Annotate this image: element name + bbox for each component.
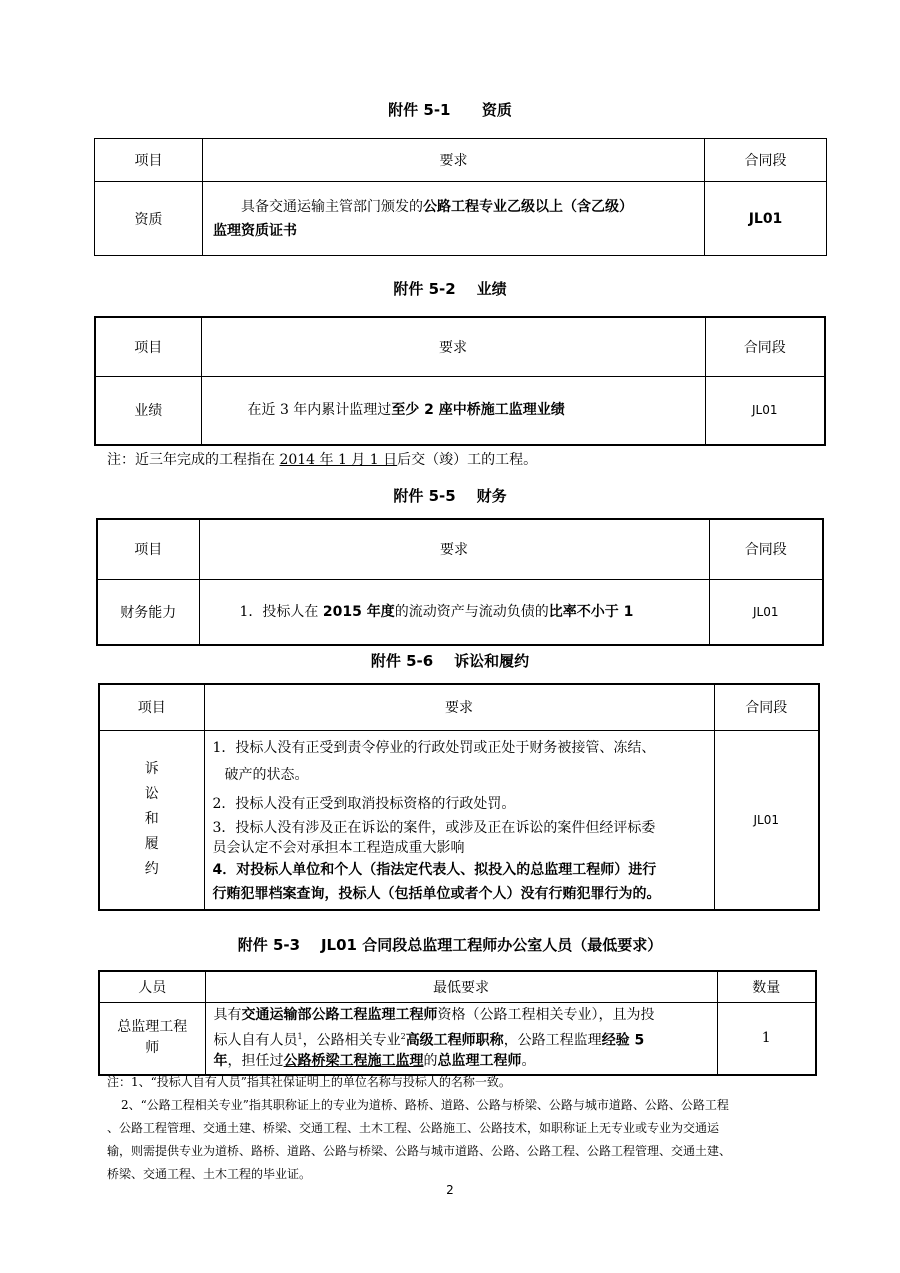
req-text: 具备交通运输主管部门颁发的 (241, 198, 423, 215)
page-number: 2 (446, 1183, 454, 1197)
note-date: 2014 年 1 月 1 日 (279, 452, 398, 468)
item-char: 讼 (144, 786, 159, 803)
item-char: 约 (144, 861, 159, 878)
req-text: 具有 (213, 1006, 242, 1023)
table-5-5 (96, 518, 824, 646)
req-bold-2: 监理资质证书 (213, 222, 297, 239)
row-requirement (201, 376, 705, 445)
row-item: 财务能力 (97, 579, 199, 645)
row-section: JL01 (709, 579, 823, 645)
footnote-2-line-1: 2、“公路工程相关专业”指其职称证上的专业为道桥、路桥、道路、公路与桥梁、公路与城市道路、公路、公路工程 (121, 1098, 729, 1112)
req-4a: 4．对投标人单位和个人（指法定代表人、拟投入的总监理工程师）进行 (212, 862, 657, 879)
section-5-6-title: 附件 5-6 诉讼和履约 (370, 652, 530, 670)
req-bold-2: 总监理工程师 (437, 1053, 522, 1070)
req-bold-2: 经验 5 (601, 1032, 645, 1049)
header-section: 合同段 (709, 519, 823, 579)
section-5-2-title: 附件 5-2 业绩 (393, 280, 507, 298)
section-5-2-note (107, 449, 537, 471)
table-5-3 (98, 970, 817, 1076)
row-role (99, 1002, 205, 1075)
table-5-6 (98, 683, 820, 911)
header-requirement: 要求 (204, 684, 714, 730)
req-text: 在近 3 年内累计监理过 (247, 402, 392, 419)
footnote-ref-1: 1 (297, 1031, 303, 1041)
item-char: 和 (144, 811, 159, 828)
req-bold-2: 比率不小于 1 (548, 603, 634, 620)
footnote-2-line-3: 输，则需提供专业为道桥、路桥、道路、公路与桥梁、公路与城市道路、公路、公路工程、公路工程管理、交通土建、 (107, 1144, 732, 1158)
req-text-2: 的 (423, 1053, 438, 1070)
row-requirement (199, 579, 709, 645)
section-5-1-title: 附件 5-1 资质 (388, 101, 512, 119)
req-bold: 年 (213, 1053, 228, 1070)
footnote-ref-2: 2 (400, 1031, 406, 1041)
row-section: JL01 (705, 182, 827, 256)
row-section: JL01 (714, 730, 819, 910)
note-text-2: 后交（竣）工的工程。 (397, 452, 538, 468)
req-line-1 (214, 1005, 711, 1026)
table-5-1 (94, 138, 827, 256)
req-text-2: 资格（公路工程相关专业），且为投 (437, 1006, 655, 1023)
item-char: 诉 (144, 761, 159, 778)
header-section: 合同段 (705, 317, 825, 376)
header-min-requirement: 最低要求 (205, 971, 717, 1002)
section-5-5-title: 附件 5-5 财务 (393, 487, 507, 505)
req-bold: 2015 年度 (322, 603, 395, 620)
table-5-2 (94, 316, 826, 446)
row-quantity: 1 (717, 1002, 816, 1075)
item-char: 履 (144, 836, 159, 853)
header-item: 项目 (99, 684, 204, 730)
header-item: 项目 (95, 317, 201, 376)
req-text-2: 的流动资产与流动负债的 (394, 603, 549, 620)
row-min-requirement (205, 1002, 717, 1075)
req-text-3: 。 (521, 1053, 536, 1070)
req-bold: 公路工程专业乙级以上（含乙级） (423, 198, 633, 215)
req-1b: 破产的状态。 (224, 767, 309, 784)
section-5-3-title: 附件 5-3 JL01 合同段总监理工程师办公室人员（最低要求） (237, 936, 663, 954)
header-requirement: 要求 (199, 519, 709, 579)
req-2: 2．投标人没有正受到取消投标资格的行政处罚。 (212, 796, 516, 813)
req-text-3: ，公路工程监理 (503, 1032, 602, 1049)
req-3a: 3．投标人没有涉及正在诉讼的案件，或涉及正在诉讼的案件但经评标委 (212, 820, 656, 837)
req-1a: 1．投标人没有正受到责令停业的行政处罚或正处于财务被接管、冻结、 (212, 740, 656, 757)
header-requirement: 要求 (201, 317, 705, 376)
footnote-2-line-2: 、公路工程管理、交通土建、桥梁、交通工程、土木工程、公路施工、公路技术，如职称证上无专业或专业为交通运 (107, 1121, 720, 1135)
row-requirement (203, 182, 705, 256)
header-role: 人员 (99, 971, 205, 1002)
req-text: ，担任过 (227, 1053, 284, 1070)
row-item (99, 730, 204, 910)
note-text: 注：近三年完成的工程指在 (107, 452, 280, 468)
header-section: 合同段 (714, 684, 819, 730)
req-4b: 行贿犯罪档案查询，投标人（包括单位或者个人）没有行贿犯罪行为的。 (212, 886, 661, 903)
header-section: 合同段 (705, 139, 827, 182)
footnotes (107, 1071, 817, 1186)
row-requirement (204, 730, 714, 910)
req-line-2 (214, 1026, 711, 1052)
req-3b: 员会认定不会对承担本工程造成重大影响 (212, 840, 465, 857)
row-section: JL01 (705, 376, 825, 445)
header-requirement: 要求 (203, 139, 705, 182)
req-text: 1．投标人在 (239, 603, 323, 620)
req-bold: 高级工程师职称 (405, 1032, 504, 1049)
header-quantity: 数量 (717, 971, 816, 1002)
role-line-2: 师 (145, 1040, 160, 1057)
footnote-2-line-4: 桥梁、交通工程、土木工程的毕业证。 (107, 1167, 312, 1181)
row-item: 业绩 (95, 376, 201, 445)
row-item: 资质 (95, 182, 203, 256)
header-item: 项目 (97, 519, 199, 579)
header-item: 项目 (95, 139, 203, 182)
req-bold: 至少 2 座中桥施工监理业绩 (391, 402, 565, 419)
req-text-2: ，公路相关专业 (302, 1032, 401, 1049)
req-underline: 公路桥梁工程施工监理 (283, 1053, 424, 1070)
req-line-3 (214, 1051, 711, 1072)
req-text: 标人自有人员 (213, 1032, 298, 1049)
footnote-1: 注：1、“投标人自有人员”指其社保证明上的单位名称与投标人的名称一致。 (107, 1075, 511, 1089)
role-line-1: 总监理工程 (117, 1019, 188, 1036)
req-bold: 交通运输部公路工程监理工程师 (241, 1006, 438, 1023)
